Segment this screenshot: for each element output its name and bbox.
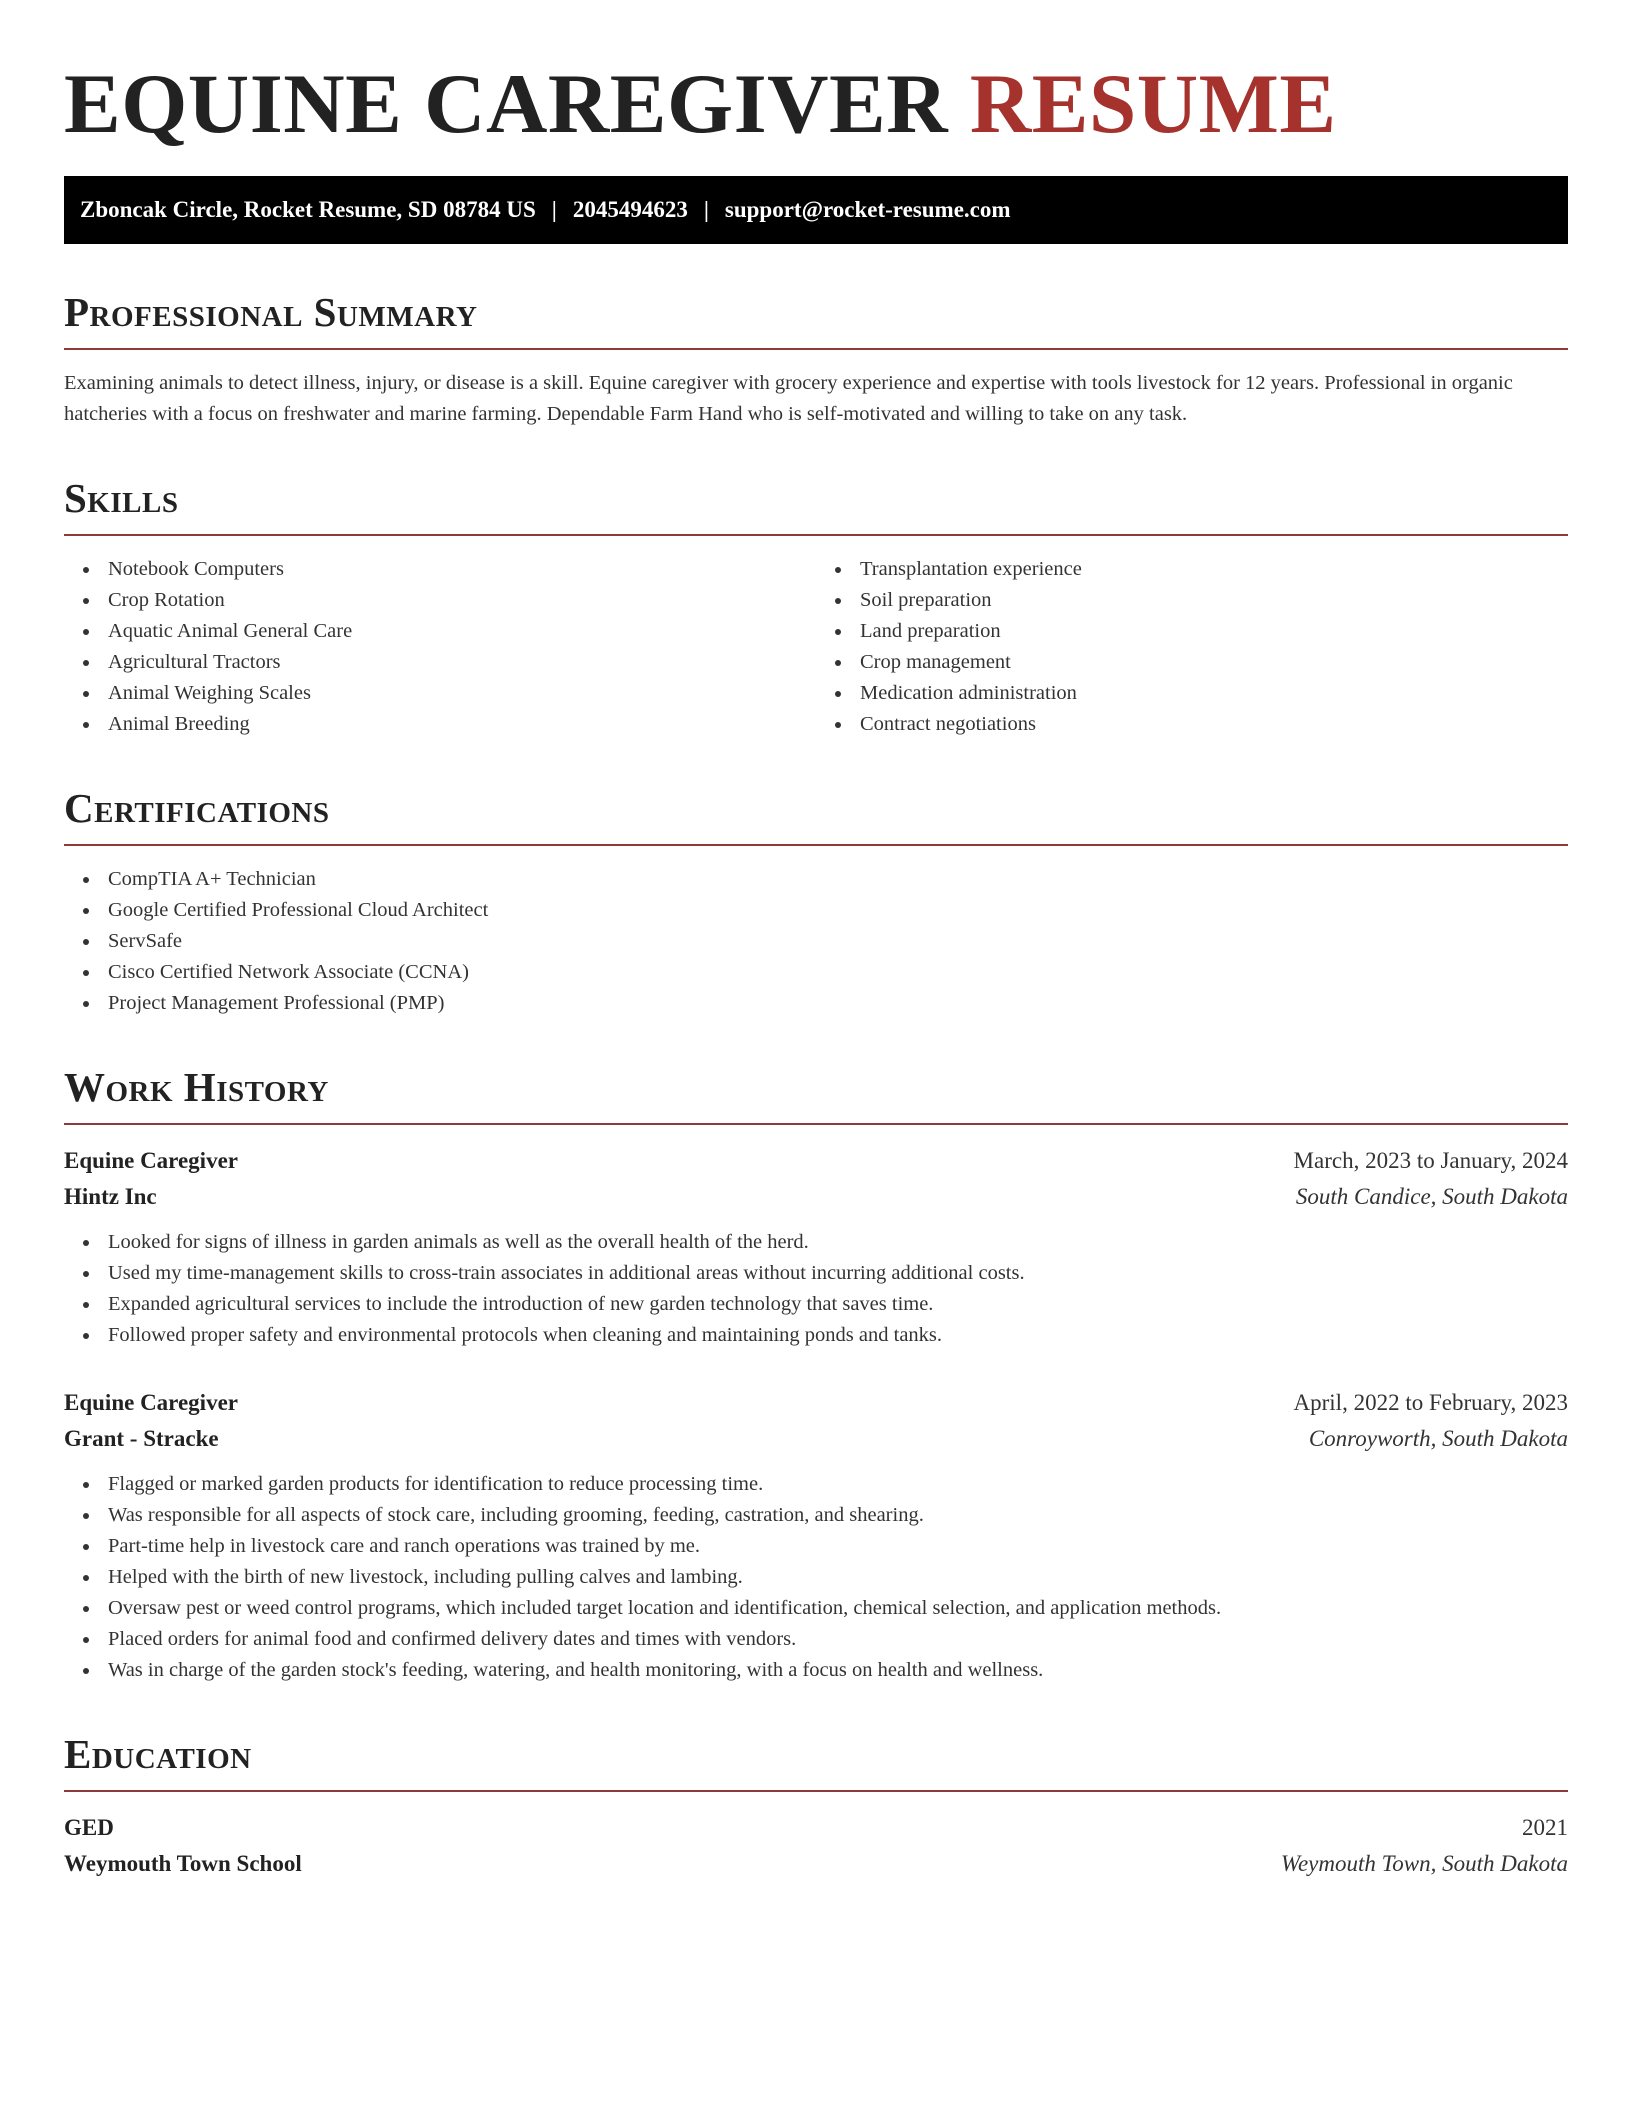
job-company: Grant - Stracke — [64, 1426, 219, 1451]
skill-item: Animal Breeding — [64, 709, 816, 740]
section-heading: Professional Summary — [64, 290, 1568, 350]
skills-list-left — [64, 554, 816, 740]
skill-item: Agricultural Tractors — [64, 647, 816, 678]
certification-item: CompTIA A+ Technician — [64, 864, 1568, 895]
certification-item: Cisco Certified Network Associate (CCNA) — [64, 957, 1568, 988]
certification-item: Project Management Professional (PMP) — [64, 988, 1568, 1019]
certification-item: Google Certified Professional Cloud Architect — [64, 895, 1568, 926]
skill-item: Transplantation experience — [816, 554, 1568, 585]
job-duty-item: Followed proper safety and environmental protocols when cleaning and maintaining ponds and tanks. — [64, 1320, 1568, 1351]
job-duty-item: Flagged or marked garden products for identification to reduce processing time. — [64, 1469, 1568, 1500]
job-duties-list — [64, 1227, 1568, 1351]
section-skills — [64, 476, 1568, 740]
education-year: 2021 — [1522, 1815, 1568, 1840]
job-duty-item: Oversaw pest or weed control programs, which included target location and identification, chemical selection, and application methods. — [64, 1593, 1568, 1624]
section-heading: Education — [64, 1732, 1568, 1792]
job-company-row — [64, 1421, 1568, 1457]
job-duty-item: Placed orders for animal food and confirmed delivery dates and times with vendors. — [64, 1624, 1568, 1655]
contact-phone: 2045494623 — [572, 197, 688, 222]
contact-separator: | — [703, 197, 709, 222]
section-education — [64, 1732, 1568, 1882]
section-certifications — [64, 786, 1568, 1019]
resume-title-accent: RESUME — [969, 57, 1337, 151]
skill-item: Crop management — [816, 647, 1568, 678]
job-duties-list — [64, 1469, 1568, 1686]
resume-title-main: EQUINE CAREGIVER — [64, 57, 949, 151]
job-entry — [64, 1143, 1568, 1351]
skill-item: Soil preparation — [816, 585, 1568, 616]
job-location: South Candice, South Dakota — [1295, 1184, 1568, 1209]
section-work-history — [64, 1065, 1568, 1686]
job-duty-item: Expanded agricultural services to include the introduction of new garden technology that saves time. — [64, 1289, 1568, 1320]
education-school: Weymouth Town School — [64, 1851, 302, 1876]
certification-item: ServSafe — [64, 926, 1568, 957]
skill-item: Land preparation — [816, 616, 1568, 647]
education-school-row — [64, 1846, 1568, 1882]
section-heading: Skills — [64, 476, 1568, 536]
job-dates: March, 2023 to January, 2024 — [1293, 1148, 1568, 1173]
section-professional-summary — [64, 290, 1568, 430]
job-company: Hintz Inc — [64, 1184, 157, 1209]
skill-item: Notebook Computers — [64, 554, 816, 585]
skills-grid — [64, 536, 1568, 740]
job-company-row — [64, 1179, 1568, 1215]
education-entry — [64, 1810, 1568, 1882]
education-degree: GED — [64, 1815, 114, 1840]
certifications-list — [64, 864, 1568, 1019]
skill-item: Crop Rotation — [64, 585, 816, 616]
education-location: Weymouth Town, South Dakota — [1280, 1851, 1568, 1876]
job-title: Equine Caregiver — [64, 1148, 238, 1173]
job-header-row — [64, 1385, 1568, 1421]
job-duty-item: Helped with the birth of new livestock, including pulling calves and lambing. — [64, 1562, 1568, 1593]
job-entry — [64, 1385, 1568, 1686]
section-heading: Certifications — [64, 786, 1568, 846]
job-title: Equine Caregiver — [64, 1390, 238, 1415]
skill-item: Animal Weighing Scales — [64, 678, 816, 709]
resume-title — [64, 56, 1568, 152]
contact-email: support@rocket-resume.com — [724, 197, 1011, 222]
skill-item: Aquatic Animal General Care — [64, 616, 816, 647]
job-duty-item: Part-time help in livestock care and ranch operations was trained by me. — [64, 1531, 1568, 1562]
education-degree-row — [64, 1810, 1568, 1846]
skill-item: Medication administration — [816, 678, 1568, 709]
job-duty-item: Used my time-management skills to cross-train associates in additional areas without incurring additional costs. — [64, 1258, 1568, 1289]
contact-address: Zboncak Circle, Rocket Resume, SD 08784 US — [80, 197, 536, 222]
section-heading: Work History — [64, 1065, 1568, 1125]
summary-text: Examining animals to detect illness, injury, or disease is a skill. Equine caregiver with grocery experience and expertise with tools livestock for 12 years. Professional in organic hatcheries with a focus on freshwater and marine farming. Dependable Farm Hand who is self-motivated and willing to take on any task. — [64, 372, 1513, 425]
skills-list-right — [816, 554, 1568, 740]
contact-separator: | — [551, 197, 557, 222]
job-header-row — [64, 1143, 1568, 1179]
contact-bar — [64, 176, 1568, 244]
job-duty-item: Was responsible for all aspects of stock care, including grooming, feeding, castration, and shearing. — [64, 1500, 1568, 1531]
job-location: Conroyworth, South Dakota — [1308, 1426, 1568, 1451]
skill-item: Contract negotiations — [816, 709, 1568, 740]
job-duty-item: Looked for signs of illness in garden animals as well as the overall health of the herd. — [64, 1227, 1568, 1258]
job-duty-item: Was in charge of the garden stock's feeding, watering, and health monitoring, with a focus on health and wellness. — [64, 1655, 1568, 1686]
job-dates: April, 2022 to February, 2023 — [1293, 1390, 1568, 1415]
